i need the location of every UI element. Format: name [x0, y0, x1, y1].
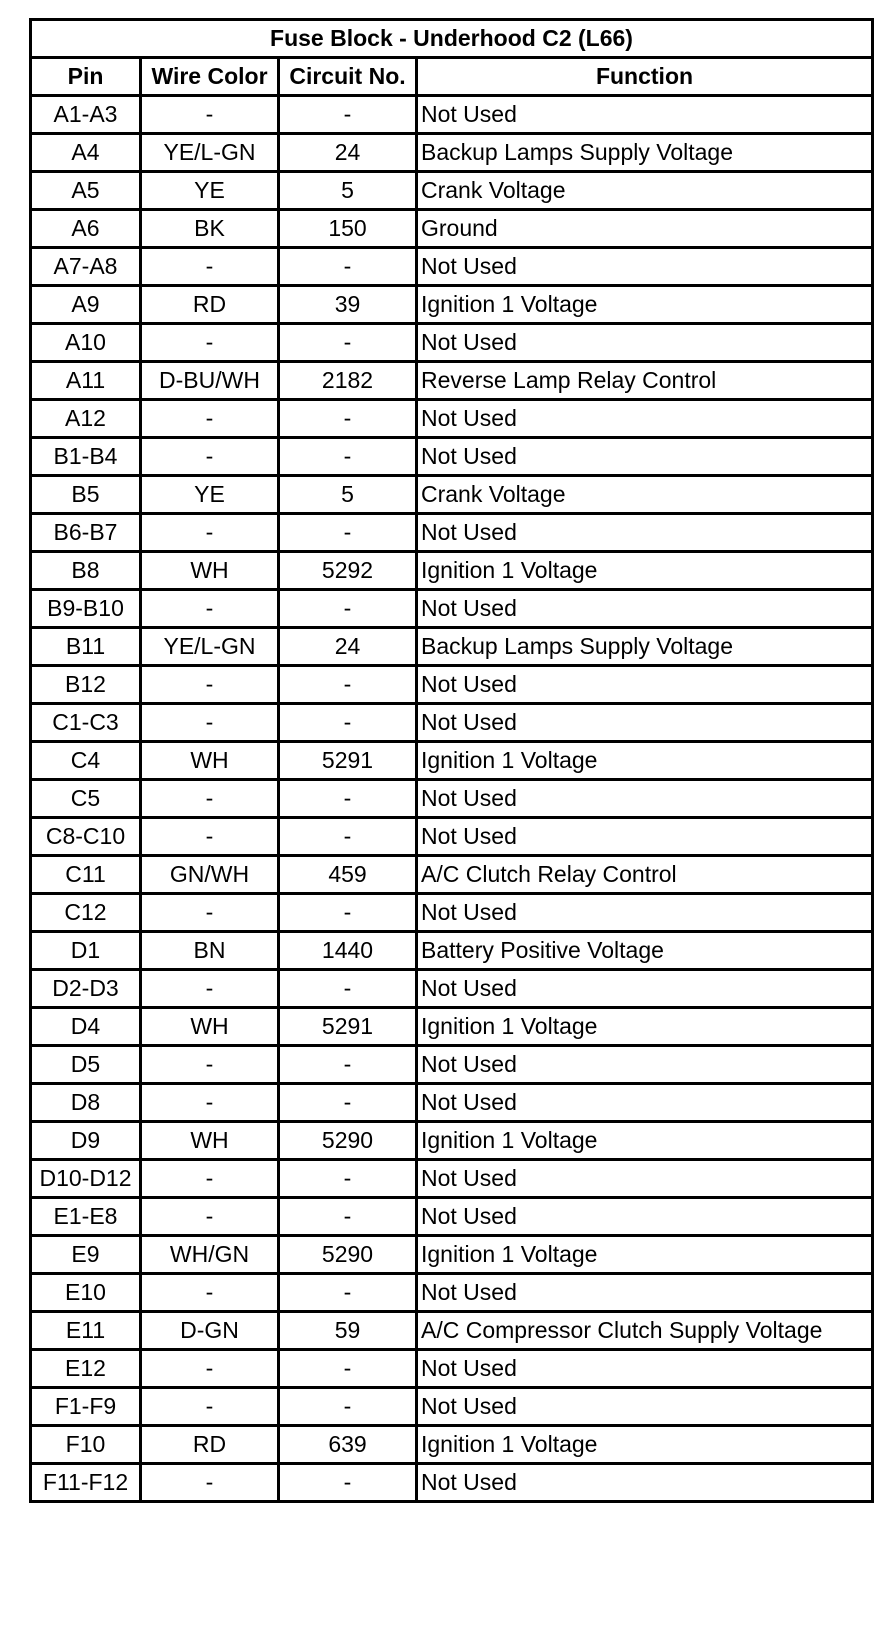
wire-color-cell: - — [141, 666, 279, 704]
pin-cell: F11-F12 — [31, 1464, 141, 1502]
pin-cell: C12 — [31, 894, 141, 932]
table-row — [31, 476, 873, 514]
wire-color-cell: - — [141, 1388, 279, 1426]
function-cell: A/C Compressor Clutch Supply Voltage — [417, 1312, 873, 1350]
wire-color-cell: - — [141, 704, 279, 742]
wire-color-cell: WH — [141, 1122, 279, 1160]
table-row — [31, 552, 873, 590]
function-cell: Not Used — [417, 1464, 873, 1502]
table-title: Fuse Block - Underhood C2 (L66) — [31, 20, 873, 58]
function-cell: Ground — [417, 210, 873, 248]
pin-cell: C11 — [31, 856, 141, 894]
table-row — [31, 1122, 873, 1160]
table-row — [31, 628, 873, 666]
wire-color-cell: WH — [141, 1008, 279, 1046]
function-cell: Not Used — [417, 666, 873, 704]
pin-cell: A9 — [31, 286, 141, 324]
column-header-function: Function — [417, 58, 873, 96]
pin-cell: D2-D3 — [31, 970, 141, 1008]
wire-color-cell: YE/L-GN — [141, 134, 279, 172]
wire-color-cell: - — [141, 1160, 279, 1198]
circuit-no-cell: 5292 — [279, 552, 417, 590]
wire-color-cell: - — [141, 1046, 279, 1084]
wire-color-cell: RD — [141, 1426, 279, 1464]
circuit-no-cell: 5 — [279, 172, 417, 210]
wire-color-cell: GN/WH — [141, 856, 279, 894]
circuit-no-cell: - — [279, 1464, 417, 1502]
circuit-no-cell: - — [279, 970, 417, 1008]
table-row — [31, 324, 873, 362]
function-cell: Ignition 1 Voltage — [417, 1426, 873, 1464]
table-row — [31, 1426, 873, 1464]
pin-cell: B8 — [31, 552, 141, 590]
circuit-no-cell: 150 — [279, 210, 417, 248]
circuit-no-cell: - — [279, 1084, 417, 1122]
table-header-row — [31, 58, 873, 96]
table-row — [31, 96, 873, 134]
column-header-wire-color: Wire Color — [141, 58, 279, 96]
table-row — [31, 1312, 873, 1350]
function-cell: Not Used — [417, 1046, 873, 1084]
table-row — [31, 438, 873, 476]
function-cell: Not Used — [417, 1388, 873, 1426]
function-cell: Not Used — [417, 894, 873, 932]
function-cell: Not Used — [417, 1160, 873, 1198]
pin-cell: A11 — [31, 362, 141, 400]
function-cell: Ignition 1 Voltage — [417, 1236, 873, 1274]
wire-color-cell: - — [141, 1464, 279, 1502]
pin-cell: E10 — [31, 1274, 141, 1312]
table-row — [31, 1008, 873, 1046]
circuit-no-cell: 639 — [279, 1426, 417, 1464]
circuit-no-cell: 5 — [279, 476, 417, 514]
table-row — [31, 1464, 873, 1502]
circuit-no-cell: 5291 — [279, 1008, 417, 1046]
table-row — [31, 1388, 873, 1426]
function-cell: Reverse Lamp Relay Control — [417, 362, 873, 400]
pin-cell: C4 — [31, 742, 141, 780]
pin-cell: A1-A3 — [31, 96, 141, 134]
wire-color-cell: YE — [141, 476, 279, 514]
function-cell: Ignition 1 Voltage — [417, 552, 873, 590]
table-row — [31, 932, 873, 970]
wire-color-cell: WH — [141, 742, 279, 780]
wire-color-cell: - — [141, 1198, 279, 1236]
wire-color-cell: - — [141, 780, 279, 818]
circuit-no-cell: - — [279, 400, 417, 438]
wire-color-cell: - — [141, 248, 279, 286]
circuit-no-cell: - — [279, 438, 417, 476]
function-cell: Not Used — [417, 1198, 873, 1236]
pin-cell: B9-B10 — [31, 590, 141, 628]
wire-color-cell: YE/L-GN — [141, 628, 279, 666]
pin-cell: B11 — [31, 628, 141, 666]
table-row — [31, 666, 873, 704]
circuit-no-cell: - — [279, 1350, 417, 1388]
function-cell: Not Used — [417, 1084, 873, 1122]
function-cell: Not Used — [417, 818, 873, 856]
wire-color-cell: RD — [141, 286, 279, 324]
table-row — [31, 1350, 873, 1388]
wire-color-cell: - — [141, 818, 279, 856]
circuit-no-cell: - — [279, 1388, 417, 1426]
table-row — [31, 362, 873, 400]
function-cell: Crank Voltage — [417, 476, 873, 514]
function-cell: Not Used — [417, 1274, 873, 1312]
circuit-no-cell: 2182 — [279, 362, 417, 400]
wire-color-cell: WH/GN — [141, 1236, 279, 1274]
function-cell: Not Used — [417, 590, 873, 628]
circuit-no-cell: - — [279, 704, 417, 742]
pin-cell: F10 — [31, 1426, 141, 1464]
function-cell: Ignition 1 Voltage — [417, 742, 873, 780]
wire-color-cell: - — [141, 1274, 279, 1312]
function-cell: Backup Lamps Supply Voltage — [417, 628, 873, 666]
circuit-no-cell: - — [279, 1198, 417, 1236]
table-row — [31, 856, 873, 894]
pin-cell: B1-B4 — [31, 438, 141, 476]
pin-cell: E1-E8 — [31, 1198, 141, 1236]
circuit-no-cell: 59 — [279, 1312, 417, 1350]
function-cell: A/C Clutch Relay Control — [417, 856, 873, 894]
pin-cell: E11 — [31, 1312, 141, 1350]
table-row — [31, 1046, 873, 1084]
table-row — [31, 1084, 873, 1122]
table-row — [31, 172, 873, 210]
pin-cell: C8-C10 — [31, 818, 141, 856]
function-cell: Not Used — [417, 704, 873, 742]
circuit-no-cell: 5290 — [279, 1236, 417, 1274]
pin-cell: D10-D12 — [31, 1160, 141, 1198]
circuit-no-cell: - — [279, 248, 417, 286]
pin-cell: A6 — [31, 210, 141, 248]
wire-color-cell: - — [141, 438, 279, 476]
pin-cell: B5 — [31, 476, 141, 514]
pin-cell: D8 — [31, 1084, 141, 1122]
function-cell: Ignition 1 Voltage — [417, 286, 873, 324]
table-row — [31, 1236, 873, 1274]
circuit-no-cell: - — [279, 590, 417, 628]
pin-cell: D1 — [31, 932, 141, 970]
table-title-row — [31, 20, 873, 58]
table-row — [31, 248, 873, 286]
function-cell: Not Used — [417, 514, 873, 552]
table-row — [31, 704, 873, 742]
table-row — [31, 1198, 873, 1236]
function-cell: Not Used — [417, 780, 873, 818]
pin-cell: A4 — [31, 134, 141, 172]
pin-cell: F1-F9 — [31, 1388, 141, 1426]
circuit-no-cell: - — [279, 894, 417, 932]
circuit-no-cell: - — [279, 1046, 417, 1084]
pin-cell: C5 — [31, 780, 141, 818]
function-cell: Battery Positive Voltage — [417, 932, 873, 970]
circuit-no-cell: 459 — [279, 856, 417, 894]
circuit-no-cell: - — [279, 666, 417, 704]
column-header-circuit-no: Circuit No. — [279, 58, 417, 96]
column-header-pin: Pin — [31, 58, 141, 96]
wire-color-cell: - — [141, 590, 279, 628]
wire-color-cell: BK — [141, 210, 279, 248]
wire-color-cell: BN — [141, 932, 279, 970]
pin-cell: D5 — [31, 1046, 141, 1084]
circuit-no-cell: 5290 — [279, 1122, 417, 1160]
pin-cell: E12 — [31, 1350, 141, 1388]
wire-color-cell: - — [141, 400, 279, 438]
circuit-no-cell: - — [279, 96, 417, 134]
pin-cell: D4 — [31, 1008, 141, 1046]
wire-color-cell: D-GN — [141, 1312, 279, 1350]
pin-cell: E9 — [31, 1236, 141, 1274]
table-row — [31, 742, 873, 780]
pin-cell: D9 — [31, 1122, 141, 1160]
circuit-no-cell: 39 — [279, 286, 417, 324]
fuse-block-pinout-table — [29, 18, 874, 1503]
pin-cell: A5 — [31, 172, 141, 210]
table-row — [31, 1274, 873, 1312]
wire-color-cell: WH — [141, 552, 279, 590]
function-cell: Not Used — [417, 400, 873, 438]
table-row — [31, 818, 873, 856]
table-row — [31, 894, 873, 932]
pin-cell: B12 — [31, 666, 141, 704]
table-row — [31, 590, 873, 628]
table-row — [31, 1160, 873, 1198]
pin-cell: A10 — [31, 324, 141, 362]
function-cell: Not Used — [417, 248, 873, 286]
table-row — [31, 514, 873, 552]
wire-color-cell: D-BU/WH — [141, 362, 279, 400]
table-body — [31, 96, 873, 1502]
circuit-no-cell: - — [279, 514, 417, 552]
circuit-no-cell: 5291 — [279, 742, 417, 780]
wire-color-cell: - — [141, 1350, 279, 1388]
table-row — [31, 286, 873, 324]
circuit-no-cell: - — [279, 1274, 417, 1312]
circuit-no-cell: - — [279, 818, 417, 856]
wire-color-cell: - — [141, 894, 279, 932]
circuit-no-cell: - — [279, 1160, 417, 1198]
function-cell: Not Used — [417, 1350, 873, 1388]
circuit-no-cell: - — [279, 780, 417, 818]
pin-cell: B6-B7 — [31, 514, 141, 552]
table-row — [31, 780, 873, 818]
wire-color-cell: - — [141, 324, 279, 362]
circuit-no-cell: - — [279, 324, 417, 362]
circuit-no-cell: 24 — [279, 134, 417, 172]
function-cell: Backup Lamps Supply Voltage — [417, 134, 873, 172]
wire-color-cell: - — [141, 970, 279, 1008]
circuit-no-cell: 24 — [279, 628, 417, 666]
wire-color-cell: - — [141, 514, 279, 552]
wire-color-cell: - — [141, 1084, 279, 1122]
function-cell: Ignition 1 Voltage — [417, 1008, 873, 1046]
function-cell: Crank Voltage — [417, 172, 873, 210]
wire-color-cell: YE — [141, 172, 279, 210]
table-row — [31, 970, 873, 1008]
function-cell: Not Used — [417, 96, 873, 134]
table-row — [31, 210, 873, 248]
function-cell: Not Used — [417, 970, 873, 1008]
pin-cell: C1-C3 — [31, 704, 141, 742]
function-cell: Not Used — [417, 438, 873, 476]
table-row — [31, 400, 873, 438]
wire-color-cell: - — [141, 96, 279, 134]
circuit-no-cell: 1440 — [279, 932, 417, 970]
table-row — [31, 134, 873, 172]
pin-cell: A12 — [31, 400, 141, 438]
function-cell: Not Used — [417, 324, 873, 362]
pin-cell: A7-A8 — [31, 248, 141, 286]
function-cell: Ignition 1 Voltage — [417, 1122, 873, 1160]
